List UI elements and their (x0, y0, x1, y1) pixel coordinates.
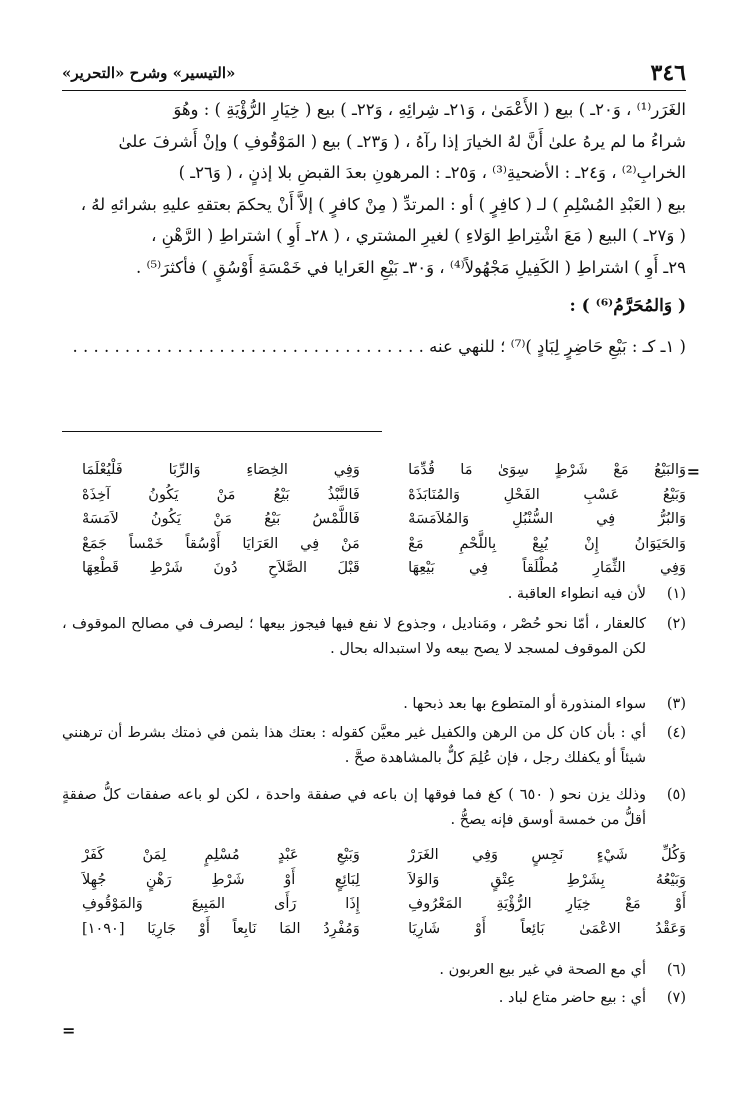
verse-first-hemistich: وَكُلِّ شَيْءٍ نَجِسٍ وَفِي الغَرَرْ (408, 847, 686, 863)
verse-row (82, 532, 686, 557)
footnote-number: (٢) (666, 616, 686, 632)
verse-second-hemistich: إِذَا رَأَى المَبِيعَ وَالمَوْقُوفِ (82, 896, 360, 912)
text-line: ٢٩ـ أَوِ ) اشتراطِ ( الكَفِيلِ مَجْهُولاً⁽⁴⁾ ، وَ٣٠ـ بَيْعِ العَرايا في خَمْسَةِ أَوْسُقٍ ) فأكثرَ⁽⁵⁾ . (135, 257, 686, 277)
main-text (62, 94, 686, 362)
verse-block (82, 458, 686, 581)
footnote (62, 986, 686, 1011)
verse-row (82, 917, 686, 942)
verse-first-hemistich: أَوْ مَعْ خِيَارِ الرُّؤْيَةِ المَعْرُوفِ (408, 896, 686, 912)
verse-row (82, 483, 686, 508)
verse-first-hemistich: وَعَقْدُ الاعْمَىٰ بَائِعاً أَوْ شَارِيَا (408, 920, 686, 937)
footnote-text: أي مع الصحة في غير بيع العربون . (439, 962, 646, 978)
footnote-text: وذلك يزن نحو ( ٦٥٠ ) كغ فما فوقها إن باعه في صفقة واحدة ، لكن لو باعه صفقات كلُّ صفقةٍ أقلُّ من خمسة أوسق فإنه يصحُّ . (62, 787, 646, 828)
verse-second-hemistich: فَالنَّبْذُ بَيْعُ مَنْ يَكُونُ آخِذَهْ (82, 486, 360, 503)
verse-first-hemistich: وَبَيْعُهُ بِشَرْطِ عِتْقٍ وَالوَلاَ (408, 871, 686, 888)
header-rule (62, 90, 686, 91)
text-line: الغَرَر⁽¹⁾ ، وَ٢٠ـ ) بيع ( الأَعْمَىٰ ، وَ٢١ـ شِرائِهِ ، وَ٢٢ـ ) بيع ( خِيَارِ الرُّؤْيَةِ ) : وهُوَ (173, 100, 686, 119)
footnote (62, 692, 686, 717)
verse-row (82, 892, 686, 917)
verse-second-hemistich: وَبَيْعِ عَبْدٍ مُسْلِمٍ لِمَنْ كَفَرْ (82, 847, 360, 863)
verse-first-hemistich: وَالبُرُّ فِي السُّنْبُلِ وَالمُلاَمَسَهْ (408, 511, 686, 527)
verse-row (82, 507, 686, 532)
footnote-number: (٦) (666, 962, 686, 978)
verse-row (82, 556, 686, 581)
verse-first-hemistich: وَالحَيَوَانُ إِنْ يُبِعْ بِاللَّحْمِ مَعْ (408, 535, 686, 552)
footnote (62, 721, 686, 771)
footnote-text: أي : بأن كان كل من الرهن والكفيل غير معيَّن كقوله : بعتك هذا بثمن في ذمتك بشرط أن ترهنني شيئاً أو يكفلك رجل ، فإن عُلِمَ كلٌّ بالمشاهدة صحَّ . (62, 725, 646, 766)
section-subheading: ( وَالمُحَرَّمُ⁽⁶⁾ ) : (569, 296, 686, 316)
text-line: ( وَ٢٧ـ ) البيع ( مَعَ اشْتِراطِ الوَلاءِ ) لغيرِ المشتري ، ( ٢٨ـ أَوِ ) اشتراطِ ( الرَّهْنِ ، (151, 226, 686, 245)
footnote (62, 582, 686, 607)
footnote-number: (١) (666, 586, 686, 602)
verse-second-hemistich: وَفِي الخِصَاءِ وَالرِّبَا فَلْيُعْلَمَا (82, 462, 360, 478)
footnote-number: (٧) (666, 990, 686, 1006)
verse-block (82, 843, 686, 941)
running-title: «التيسير» وشرح «التحرير» (62, 64, 236, 82)
sale-line-text: ( ١ـ كـ : بَيْعِ حَاضِرٍ لِبَادٍ )⁽⁷⁾ ؛ للنهي عنه (429, 336, 686, 356)
dot-leader: . . . . . . . . . . . . . . . . . . . . . . . . . . . . . . . . . . (72, 336, 424, 356)
footnote-number: (٥) (666, 787, 686, 803)
verse-second-hemistich: قَبْلَ الصَّلاَحِ دُونَ شَرْطِ قَطْعِهَا (82, 560, 360, 576)
verse-row (82, 868, 686, 893)
page-number: ٣٤٦ (650, 60, 686, 86)
page-header (62, 58, 686, 88)
continuation-mark: = (686, 462, 700, 481)
footnote-text: أي : بيع حاضر متاع لباد . (498, 990, 646, 1006)
verse-row (82, 458, 686, 483)
verse-second-hemistich: مَنْ فِي العَرَايَا أَوْسُقاً خَمْساً جَمَعْ (82, 535, 360, 552)
footnote-text: لأن فيه انطواء العاقبة . (507, 586, 646, 602)
footnote-number: (٣) (666, 696, 686, 712)
verse-first-hemistich: وَالبَيْعُ مَعْ شَرْطٍ سِوَىٰ مَا قُدِّمَا (408, 462, 686, 478)
text-line (62, 331, 686, 363)
text-line: الخرابِ⁽²⁾ ، وَ٢٤ـ : الأضحيةِ⁽³⁾ ، وَ٢٥ـ : المرهونِ بعدَ القبضِ بلا إذنٍ ، ( وَ٢٦ـ ) (178, 163, 686, 182)
verse-second-hemistich: فَاللَّمْسُ بَيْعُ مَنْ يَكُونُ لاَمَسَهْ (82, 511, 360, 527)
footnote-separator (62, 431, 382, 432)
text-line: بيع ( العَبْدِ المُسْلِمِ ) لـ ( كافِرٍ ) أو : المرتدِّ ( مِنْ كافرٍ ) إلاَّ أَنْ يحكمَ بعتقهِ عليهِ بشرائهِ لهُ ، (80, 194, 686, 214)
verse-first-hemistich: وَفِي الثِّمَارِ مُطْلَقاً فِي بَيْعِهَا (408, 560, 686, 576)
footnote-number: (٤) (666, 725, 686, 741)
text-line: شراءُ ما لم يرهُ علىٰ أَنَّ لهُ الخيارَ إذا رآهُ ، ( وَ٢٣ـ ) بيع ( المَوْقُوفِ ) وإنْ أَشرفَ علىٰ (118, 131, 686, 151)
continuation-mark: = (62, 1021, 76, 1040)
footnote-text: كالعقار ، أمّا نحو حُصْر ، ومَناديل ، وجذوع لا نفع فيها فيجوز بيعها ؛ ليصرف في مصالح الموقوف ، لكن الموقوف لمسجد لا يصح بيعه ولا استبداله بحال . (62, 616, 646, 657)
footnote (62, 958, 686, 983)
verse-first-hemistich: وَبَيْعُ عَسْبِ الفَحْلِ وَالمُنَابَذَهْ (408, 486, 686, 503)
verse-row (82, 843, 686, 868)
footnote-text: سواء المنذورة أو المتطوع بها بعد ذبحها . (403, 696, 646, 712)
footnote (62, 612, 686, 662)
verse-second-hemistich: وَمُفْرِدُ المَا نَابِعاً أَوْ جَارِيَا [١٠٩٠] (82, 920, 360, 937)
verse-second-hemistich: لِبَائِعٍ أَوْ شَرْطِ رَهْنٍ جُهِلاَ (82, 871, 360, 888)
footnote (62, 783, 686, 833)
